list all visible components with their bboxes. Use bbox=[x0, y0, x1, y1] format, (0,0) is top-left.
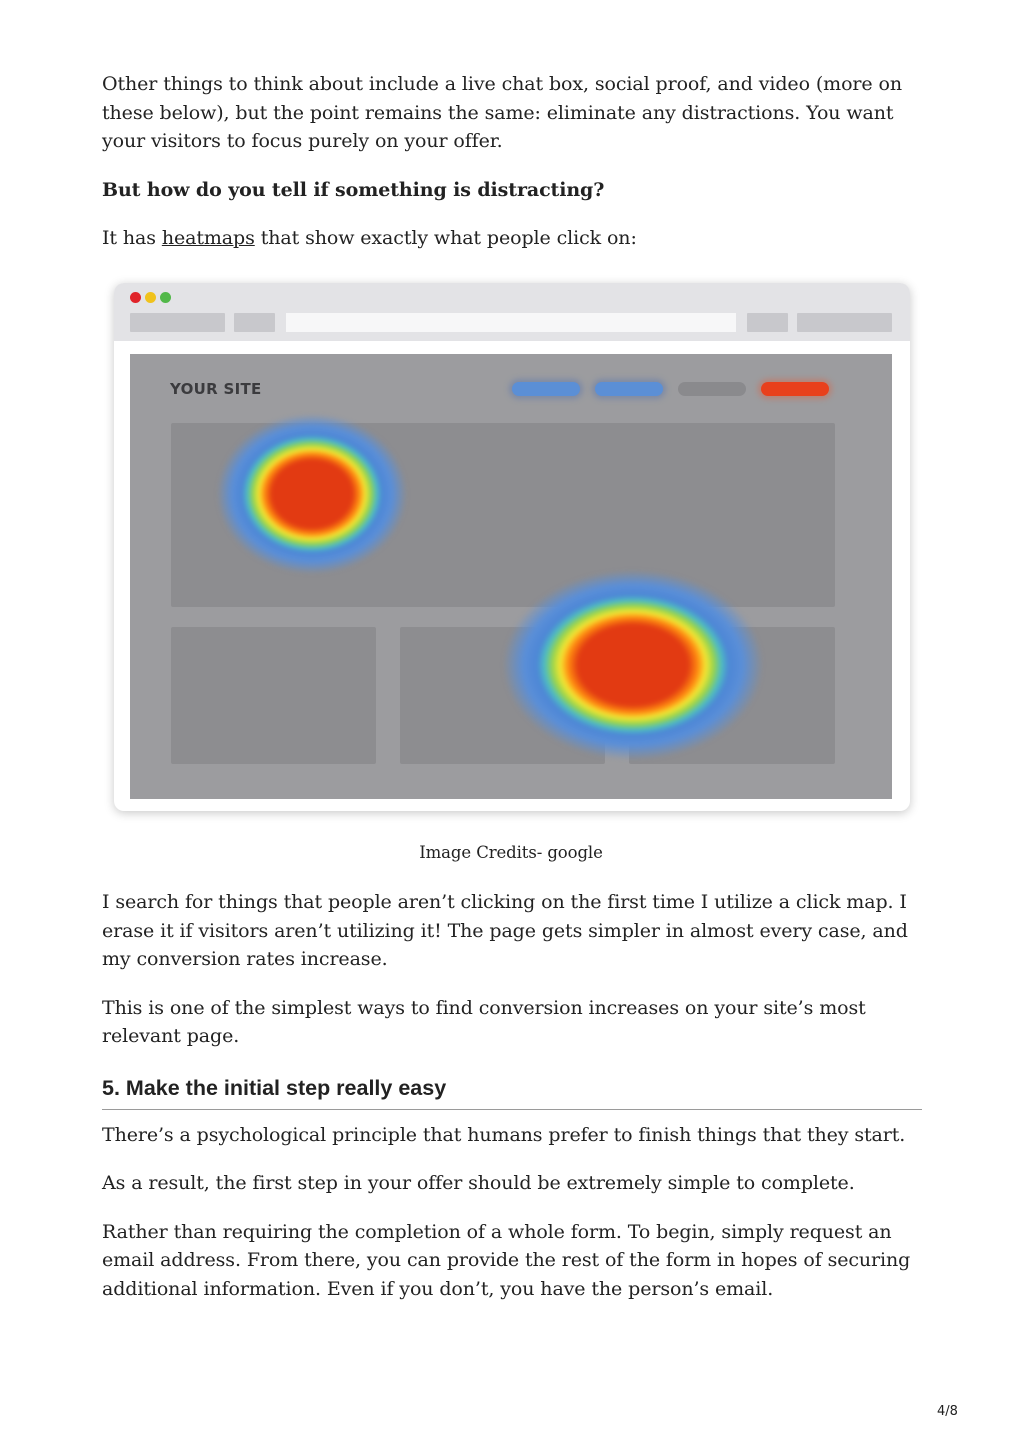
article-body bbox=[102, 70, 922, 1303]
maximize-dot-icon bbox=[160, 292, 171, 303]
image-caption: Image Credits- google bbox=[419, 842, 603, 862]
nav-pill-2 bbox=[595, 382, 663, 396]
toolbar-block bbox=[130, 313, 225, 332]
heatmaps-link[interactable]: heatmaps bbox=[161, 227, 255, 249]
toolbar-block bbox=[234, 313, 275, 332]
close-dot-icon bbox=[130, 292, 141, 303]
paragraph-text: It has bbox=[102, 227, 162, 249]
bold-question: But how do you tell if something is distracting? bbox=[102, 178, 605, 201]
section-heading: 5. Make the initial step really easy bbox=[102, 1075, 922, 1110]
site-title: YOUR SITE bbox=[170, 379, 262, 398]
address-bar bbox=[286, 313, 736, 332]
paragraph: Rather than requiring the completion of a whole form. To begin, simply request an email address. From there, you can provide the rest of the form in hopes of securing additional information. Even if you don’t, you have the person’s email. bbox=[102, 1220, 911, 1300]
nav-pill-3 bbox=[678, 382, 746, 396]
paragraph bbox=[102, 224, 922, 253]
browser-chrome bbox=[114, 283, 910, 341]
site-viewport bbox=[130, 354, 892, 799]
page-number: 4/8 bbox=[937, 1404, 958, 1419]
paragraph: This is one of the simplest ways to find conversion increases on your site’s most relevant page. bbox=[102, 996, 866, 1047]
heatmap-spot-2 bbox=[503, 570, 763, 760]
heatmap-spot-1 bbox=[217, 414, 407, 574]
minimize-dot-icon bbox=[145, 292, 156, 303]
paragraph: There’s a psychological principle that humans prefer to finish things that they start. bbox=[102, 1123, 906, 1146]
paragraph: Other things to think about include a live chat box, social proof, and video (more on these below), but the point remains the same: eliminate any distractions. You want your visitors to focus purely on your offer. bbox=[102, 73, 902, 152]
heatmap-illustration bbox=[114, 283, 910, 811]
paragraph-text: that show exactly what people click on: bbox=[254, 227, 637, 249]
nav-pill-4 bbox=[761, 382, 829, 396]
nav-pill-1 bbox=[512, 382, 580, 396]
content-block bbox=[171, 627, 376, 764]
toolbar-block bbox=[747, 313, 788, 332]
toolbar-block bbox=[797, 313, 892, 332]
paragraph: As a result, the first step in your offer should be extremely simple to complete. bbox=[102, 1172, 855, 1194]
paragraph: I search for things that people aren’t clicking on the first time I utilize a click map. I erase it if visitors aren’t utilizing it! The page gets simpler in almost every case, and my conversion rates increase. bbox=[102, 891, 908, 970]
